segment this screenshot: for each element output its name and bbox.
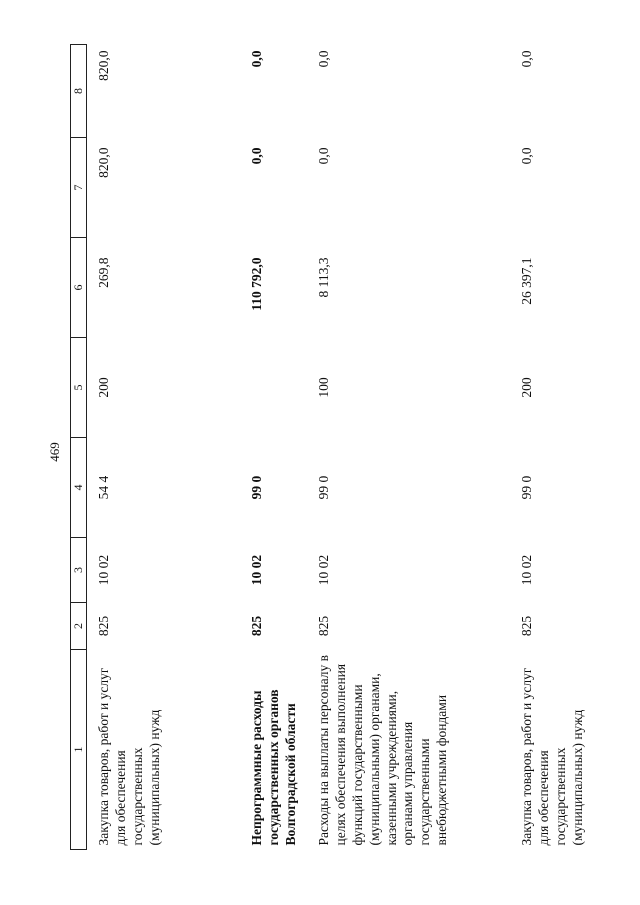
cell-section: 10 02 xyxy=(96,554,111,586)
cell-amount: 0,0 xyxy=(249,147,264,165)
cell-amount: 269,8 xyxy=(96,257,111,288)
cell-amount: 0,0 xyxy=(316,50,331,68)
cell-amount: 0,0 xyxy=(519,147,534,165)
table-row xyxy=(87,45,241,850)
cell-amount: 0,0 xyxy=(519,50,534,68)
cell-amount: 8 113,3 xyxy=(316,257,331,298)
cell-amount: 110 792,0 xyxy=(249,257,264,311)
cell-type xyxy=(240,338,307,438)
column-header: 5 xyxy=(71,338,87,438)
cell-section: 10 02 xyxy=(316,554,331,586)
cell-type: 100 xyxy=(316,377,331,398)
column-header: 2 xyxy=(71,603,87,650)
cell-amount: 820,0 xyxy=(96,50,111,81)
column-header: 4 xyxy=(71,438,87,538)
cell-type: 200 xyxy=(96,377,111,398)
cell-code: 825 xyxy=(249,615,264,637)
cell-amount: 0,0 xyxy=(316,147,331,165)
column-header: 6 xyxy=(71,238,87,338)
table-row xyxy=(307,45,510,850)
row-name: Непрограммные расходы государственных органов Волгоградской области xyxy=(249,689,298,846)
cell-section: 10 02 xyxy=(519,554,534,586)
column-header: 3 xyxy=(71,538,87,603)
cell-code: 825 xyxy=(519,615,534,637)
cell-target: 99 0 xyxy=(519,475,534,500)
page-number: 469 xyxy=(47,442,62,462)
cell-target: 54 4 xyxy=(96,475,111,500)
budget-table xyxy=(70,44,599,850)
cell-code: 825 xyxy=(316,615,331,637)
cell-section: 10 02 xyxy=(249,554,264,586)
cell-target: 99 0 xyxy=(249,475,264,500)
column-header: 7 xyxy=(71,138,87,238)
table-row xyxy=(510,45,599,850)
rotated-table-container xyxy=(70,45,585,850)
cell-target: 99 0 xyxy=(316,475,331,500)
row-name: Закупка товаров, работ и услуг для обеспечения государственных (муниципальных) нужд xyxy=(519,667,585,846)
cell-type: 200 xyxy=(519,377,534,398)
column-header: 1 xyxy=(71,650,87,850)
table-row xyxy=(240,45,307,850)
row-name: Закупка товаров, работ и услуг для обеспечения государственных (муниципальных) нужд xyxy=(96,667,162,846)
cell-amount: 0,0 xyxy=(249,50,264,68)
column-header: 8 xyxy=(71,45,87,138)
cell-amount: 820,0 xyxy=(96,147,111,178)
row-name: Расходы на выплаты персоналу в целях обеспечения выполнения функций государственными (муниципальными) органами, казенными учреждениями, органами управления государственными внебюджетными фондами xyxy=(316,655,450,846)
cell-code: 825 xyxy=(96,615,111,637)
cell-amount: 26 397,1 xyxy=(519,257,534,305)
header-row xyxy=(71,45,87,850)
